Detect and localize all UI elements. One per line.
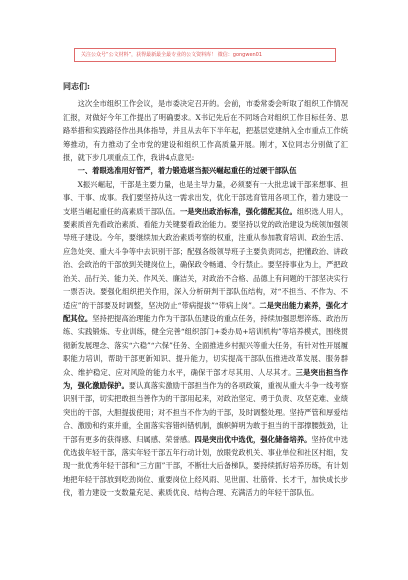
point-2-text: 坚持把提高治理能力作为干部队伍建设的重点任务，持续加强思想淬炼、政治历练、实践锻炼、专业训练，健全完善“组织部门+委办局+培训机构”等培养模式，围绕贯彻新发展理念、落实“六稳”“六保”任务、全面推进乡村振兴等重大任务，有针对性开展履职能力培训，帮助干部更新知识、提升能力，切实提高干部队伍推进改革发展、服务群众、维护稳定、应对风险的能力水平，确保干部才尽其用、人尽其才。	[63, 313, 348, 377]
section-1-heading: 一、着眼选准用好管严，着力锻造堪当振兴崛起重任的过硬干部队伍	[77, 166, 297, 176]
section-1-paragraph	[63, 164, 348, 177]
point-1-heading: 一是突出政治标准，强化德配其位。	[179, 206, 297, 216]
promo-banner-text: 关注公众号“公文材料”，获得最新最全最专业的公文资料库！ 微信：gongwen01	[81, 52, 263, 58]
section-1-body	[63, 178, 348, 500]
point-3-text: 要认真落实激励干部担当作为的各项政策，重视从重大斗争一线考察识别干部，切实把敢担当善作为的干部用起来，对政治坚定、勇于负责、攻坚克难、业绩突出的干部，大胆提拔使用；对不担当不作为的干部，及时调整处理。坚持严管和厚爱结合、激励和约束并重，全面落实容错纠错机制，旗帜鲜明为敢于担当的干部撑腰鼓劲，让干部有更多的获得感、归属感、荣誉感。	[63, 380, 349, 444]
point-3-heading: 三是突出担当作为，强化激励保护。	[63, 367, 349, 390]
point-2-heading: 二是突出能力素养，强化才配其位。	[63, 300, 348, 323]
point-4-heading: 四是突出优中选优，强化储备培养。	[194, 434, 312, 444]
intro-paragraph: 这次全市组织工作会议，是市委决定召开的。会前，市委常委会听取了组织工作情况汇报，对做好今年工作提出了明确要求。X书记先后在不同场合对组织工作目标任务、思路举措和实践路径作出具体指导，并且从去年下半年起，把基层党建纳入全市重点工作统筹推动，有力推动了全市党的建设和组织工作高质量开展。刚才，X位同志分别做了汇报，就下步几项重点工作，我讲4点意见:	[63, 99, 348, 163]
point-1-text: 组织选人用人，要素质首先看政治素质、看能力关键要看政治能力。要坚持以党的政治建设为统领加强领导班子建设。今年，要继续加大政治素质考察的权重，注重从参加教育培训、政治生活、应急处突、重大斗争等中去识别干部；配强各级领导班子主要负责同志，把懂政治、讲政治、会政治的干部放到关键岗位上，确保政令畅通、令行禁止。要坚持事业为上，严把政治关、品行关、能力关、作风关、廉洁关，对政治不合格、品德上有问题的干部坚决实行一票否决。要强化组织把关作用，深入分析研判干部队伍结构，对“不担当、不作为、不适应”的干部要及时调整，坚决防止“带病提拔”“带病上岗”。	[63, 206, 349, 310]
document-body	[63, 80, 348, 500]
section-1-text-1: X振兴崛起，干部是主要力量，也是主导力量，必须要有一大批忠诚干部来想事、担事、干事、成事。我们要坚持从这一需求出发，优化干部选育管用各项工作，着力建设一支堪当崛起重任的高素质干部队伍。	[63, 179, 348, 216]
promo-banner	[74, 48, 336, 62]
point-4-text: 坚持优中选优选拔年轻干部，落实年轻干部五年行动计划，放眼党政机关、事业单位和社区村组，发现一批优秀年轻干部和“三方面”干部，不断壮大后备梯队，要持续抓好培养历练，有计划地把年轻干部放到吃劲岗位、重要岗位上经风雨、见世面、壮筋骨、长才干，加快成长步伐，着力建设一支数量充足、素质优良、结构合理、充满活力的年轻干部队伍。	[63, 434, 349, 498]
salutation: 同志们:	[63, 81, 90, 91]
